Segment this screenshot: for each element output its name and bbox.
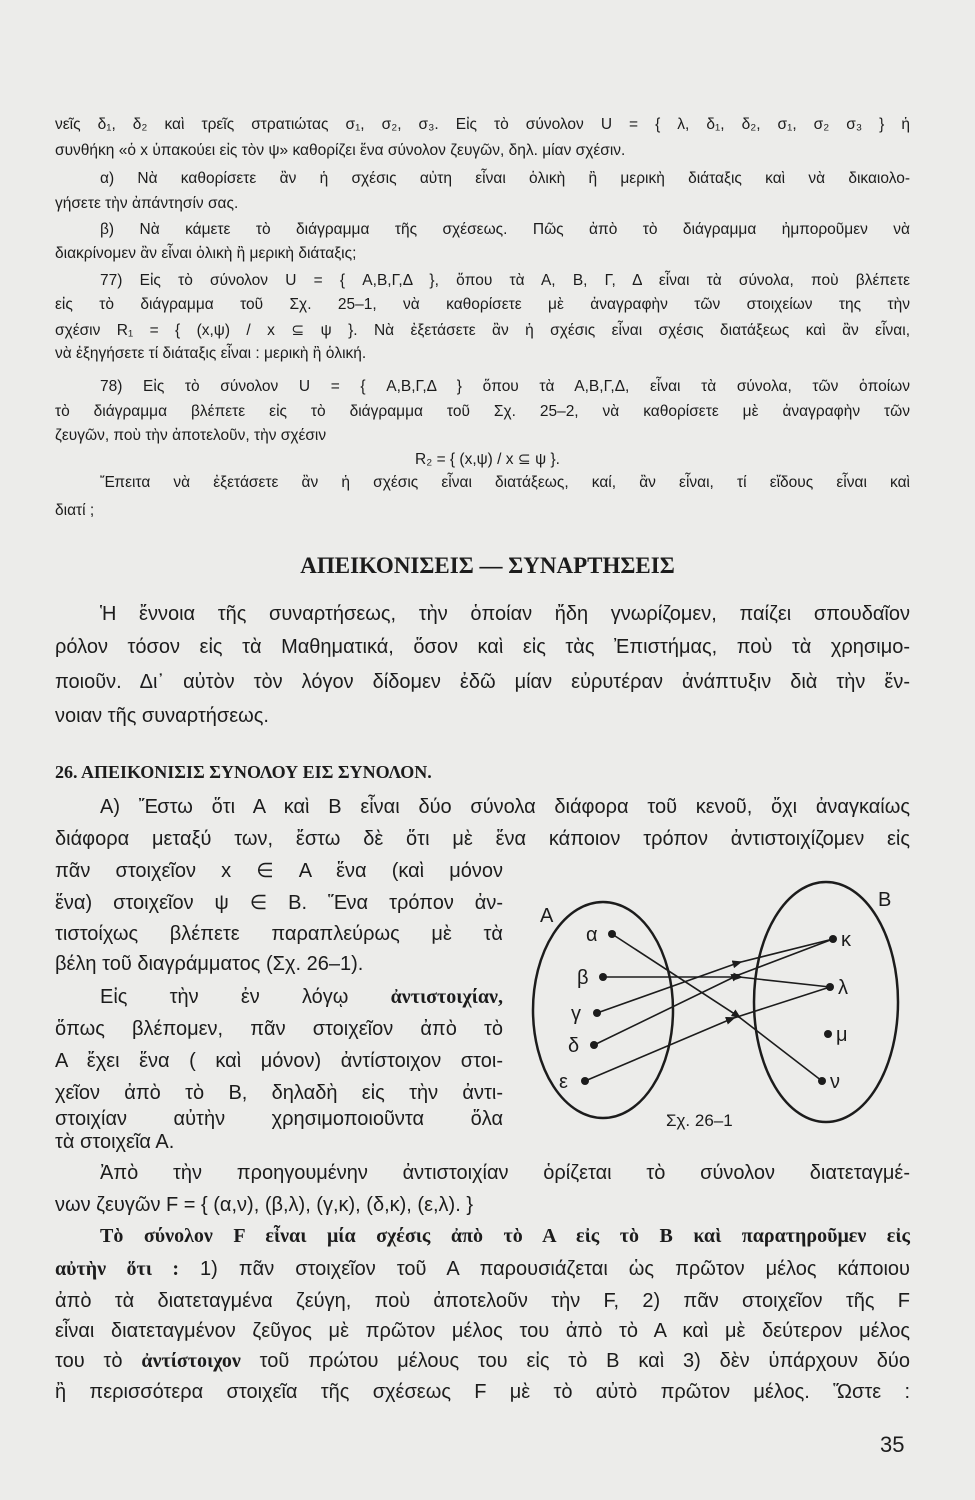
text-segment: Α) Ἔστω ὅτι Α καὶ Β εἶναι δύο σύνολα διάφορα τοῦ κενοῦ, ὄχι ἀναγκαίως <box>100 796 910 818</box>
text-line <box>55 1080 503 1106</box>
set-a-element-label: α <box>586 924 598 946</box>
text-segment: Εἰς τὴν ἐν λόγῳ <box>100 986 391 1008</box>
text-line <box>55 1192 910 1218</box>
text-line <box>55 1129 910 1155</box>
chapter-heading: ΑΠΕΙΚΟΝΙΣΕΙΣ — ΣΥΝΑΡΤΗΣΕΙΣ <box>300 553 675 578</box>
text-segment: Ἔπειτα νὰ ἐξετάσετε ἂν ἡ σχέσις εἶναι διατάξεως, καί, ἂν εἶναι, τί εἴδους εἶναι καὶ <box>100 474 910 491</box>
text-segment: ἢ περισσότερα στοιχεῖα τῆς σχέσεως F μὲ τὸ αὐτὸ πρῶτον μέλος. Ὥστε : <box>55 1381 910 1403</box>
text-segment: διατί ; <box>55 502 95 519</box>
text-line <box>55 501 910 521</box>
set-a-point <box>608 930 616 938</box>
set-a-element-label: ε <box>559 1071 568 1093</box>
set-b-label: Β <box>878 889 892 911</box>
text-segment: νων ζευγῶν F = { (α,ν), (β,λ), (γ,κ), (δ,κ), (ε,λ). } <box>55 1194 474 1216</box>
text-segment: πᾶν στοιχεῖον x ∈ Α ἕνα (καὶ μόνον <box>55 860 503 882</box>
text-line <box>55 426 910 446</box>
text-line <box>55 858 503 884</box>
text-line <box>55 402 910 422</box>
set-a-point <box>590 1041 598 1049</box>
text-line <box>55 984 503 1010</box>
text-segment: γήσετε τὴν ἀπάντησίν σας. <box>55 195 239 212</box>
text-segment: νοιαν τῆς συναρτήσεως. <box>55 705 269 727</box>
set-b-point <box>826 983 834 991</box>
text-line <box>55 194 910 214</box>
set-b-point <box>824 1030 832 1038</box>
figure-caption: Σχ. 26–1 <box>666 1111 733 1130</box>
set-b-element-label: μ <box>836 1024 848 1046</box>
section-heading: 26. ΑΠΕΙΚΟΝΙΣΙΣ ΣΥΝΟΛΟΥ ΕΙΣ ΣΥΝΟΛΟΝ. <box>55 762 432 782</box>
text-segment: του τὸ <box>55 1350 142 1372</box>
text-segment: εἶναι διατεταγμένον ζεῦγος μὲ πρῶτον μέλος του ἀπὸ τὸ Α καὶ μὲ δεύτερον μέλος <box>55 1320 910 1342</box>
set-b-point <box>818 1077 826 1085</box>
text-line <box>55 220 910 240</box>
set-a-point <box>581 1077 589 1085</box>
text-line <box>55 826 910 852</box>
text-line <box>55 271 910 291</box>
text-segment: ἀπὸ τὰ διατεταγμένα ζεύγη, ποὺ ἀποτελοῦν τὴν F, 2) πᾶν στοιχεῖον τῆς F <box>55 1290 910 1312</box>
text-line <box>55 601 910 627</box>
text-line <box>55 1256 910 1282</box>
text-segment: Α ἔχει ἕνα ( καὶ μόνον) ἀντίστοιχον στοι- <box>55 1050 503 1072</box>
text-segment: χεῖον ἀπὸ τὸ Β, δηλαδὴ εἰς τὴν ἀντι- <box>55 1082 503 1104</box>
text-segment: διακρίνομεν ἂν εἶναι ὁλικὴ ἢ μερικὴ διάταξις; <box>55 245 357 262</box>
text-segment: τιστοίχως βλέπετε παραπλεύρως μὲ τὰ <box>55 923 503 945</box>
text-segment: εἰς τὸ διάγραμμα τοῦ Σχ. 25–1, νὰ καθορίσετε μὲ ἀναγραφὴν τῶν στοιχείων της τὴν <box>55 296 910 313</box>
text-segment: R₂ = { (x,ψ) / x ⊆ ψ }. <box>415 451 560 468</box>
text-segment: 1) πᾶν στοιχεῖον τοῦ Α παρουσιάζεται ὡς πρῶτον μέλος κάποιου <box>179 1258 910 1280</box>
set-b-element-label: ν <box>830 1071 840 1093</box>
bold-text: αὐτὴν ὅτι : <box>55 1258 180 1280</box>
text-line <box>55 890 503 916</box>
text-line <box>55 1318 910 1344</box>
text-line <box>55 169 910 189</box>
text-line <box>55 1288 910 1314</box>
set-b-ellipse <box>754 882 898 1122</box>
text-line <box>55 473 910 493</box>
text-line <box>55 295 910 315</box>
mapping-arrow <box>585 987 830 1081</box>
text-segment: ἕνα) στοιχεῖον ψ ∈ Β. Ἕνα τρόπον ἀν- <box>55 892 503 914</box>
text-line <box>0 450 975 470</box>
text-segment: τὰ στοιχεῖα Α. <box>55 1131 175 1153</box>
bold-text: ἀντιστοιχίαν, <box>390 986 503 1008</box>
text-line <box>55 1348 910 1374</box>
text-segment: ρόλον τόσον εἰς τὰ Μαθηματικά, ὅσον καὶ εἰς τὰς Ἐπιστήμας, ποὺ τὰ χρησιμο- <box>55 636 910 658</box>
text-segment: 78) Εἰς τὸ σύνολον U = { Α,Β,Γ,Δ } ὅπου τὰ Α,Β,Γ,Δ, εἶναι τὰ σύνολα, τῶν ὁποίων <box>100 378 910 395</box>
text-segment: συνθήκη «ὁ x ὑπακούει εἰς τὸν ψ» καθορίζει ἕνα σύνολον ζευγῶν, δηλ. μίαν σχέσιν. <box>55 142 626 159</box>
text-line <box>55 344 910 364</box>
bold-text: Τὸ σύνολον F εἶναι μία σχέσις ἀπὸ τὸ Α εἰς τὸ Β καὶ παρατηροῦμεν εἰς <box>100 1225 910 1247</box>
set-b-element-label: λ <box>838 977 848 999</box>
set-a-element-label: β <box>577 967 589 989</box>
text-line <box>55 634 910 660</box>
text-line <box>55 244 910 264</box>
text-segment: τὸ διάγραμμα βλέπετε εἰς τὸ διάγραμμα τοῦ Σχ. 25–2, νὰ καθορίσετε μὲ ἀναγραφὴν τῶν <box>55 403 910 420</box>
text-line <box>55 1048 503 1074</box>
text-line <box>55 377 910 397</box>
text-segment: βέλη τοῦ διαγράμματος (Σχ. 26–1). <box>55 953 364 975</box>
set-b-element-label: κ <box>841 929 851 951</box>
text-line <box>55 951 910 977</box>
set-a-element-label: δ <box>568 1035 580 1057</box>
text-segment: στοιχίαν αὐτὴν χρησιμοποιοῦντα ὅλα <box>55 1108 503 1130</box>
text-line <box>55 1379 910 1405</box>
text-line <box>55 1160 910 1186</box>
set-b-point <box>829 935 837 943</box>
text-segment: ὅπως βλέπομεν, πᾶν στοιχεῖον ἀπὸ τὸ <box>55 1018 503 1040</box>
page-number: 35 <box>880 1432 905 1457</box>
text-segment: διάφορα μεταξύ των, ἔστω δὲ ὅτι μὲ ἕνα κάποιον τρόπον ἀντιστοιχίζομεν εἰς <box>55 828 910 850</box>
text-segment: α) Νὰ καθορίσετε ἂν ἡ σχέσις αὐτη εἶναι ὁλικὴ ἢ μερικὴ διάταξις καὶ νὰ δικαιολο- <box>100 170 910 187</box>
text-segment: 77) Εἰς τὸ σύνολον U = { Α,Β,Γ,Δ }, ὅπου τὰ Α, Β, Γ, Δ εἶναι τὰ σύνολα, ποὺ βλέπετε <box>100 272 910 289</box>
set-a-point <box>593 1009 601 1017</box>
text-segment: τοῦ πρώτου μέλους του εἰς τὸ Β καὶ 3) δὲν ὑπάρχουν δύο <box>240 1350 910 1372</box>
text-line <box>55 1016 503 1042</box>
set-a-label: Α <box>540 905 554 927</box>
set-a-element-label: γ <box>571 1003 581 1025</box>
bold-text: ἀντίστοιχον <box>141 1350 241 1372</box>
text-segment: ζευγῶν, ποὺ τὴν ἀποτελοῦν, τὴν σχέσιν <box>55 427 327 444</box>
text-line <box>55 921 503 947</box>
text-line <box>55 1223 910 1249</box>
text-segment: σχέσιν R₁ = { (x,ψ) / x ⊆ ψ }. Νὰ ἐξετάσετε ἂν ἡ σχέσις εἶναι σχέσις διατάξεως καὶ ἂν εἶναι, <box>55 322 910 339</box>
text-line <box>55 115 910 135</box>
text-line <box>55 794 910 820</box>
mapping-diagram <box>520 870 920 1140</box>
text-segment: ποιοῦν. Δι᾽ αὐτὸν τὸν λόγον δίδομεν ἐδῶ μίαν εὐρυτέραν ἀνάπτυξιν διὰ τὴν ἔν- <box>55 671 910 693</box>
text-segment: Ἡ ἔννοια τῆς συναρτήσεως, τὴν ὁποίαν ἤδη γνωρίζομεν, παίζει σπουδαῖον <box>100 603 910 625</box>
text-segment: β) Νὰ κάμετε τὸ διάγραμμα τῆς σχέσεως. Πῶς ἀπὸ τὸ διάγραμμα ἠμποροῦμεν νὰ <box>100 221 910 238</box>
text-line <box>55 141 910 161</box>
text-segment: νὰ ἐξηγήσετε τί διάταξις εἶναι : μερικὴ ἢ ὁλική. <box>55 345 367 362</box>
text-segment: νεῖς δ₁, δ₂ καὶ τρεῖς στρατιώτας σ₁, σ₂, σ₃. Εἰς τὸ σύνολον U = { λ, δ₁, δ₂, σ₁, σ₂ σ₃ } ἡ <box>55 116 910 133</box>
text-line <box>55 703 910 729</box>
text-line <box>55 321 910 341</box>
text-segment: Ἀπὸ τὴν προηγουμένην ἀντιστοιχίαν ὁρίζεται τὸ σύνολον διατεταγμέ- <box>100 1162 910 1184</box>
set-a-ellipse <box>533 902 673 1118</box>
text-line <box>55 669 910 695</box>
